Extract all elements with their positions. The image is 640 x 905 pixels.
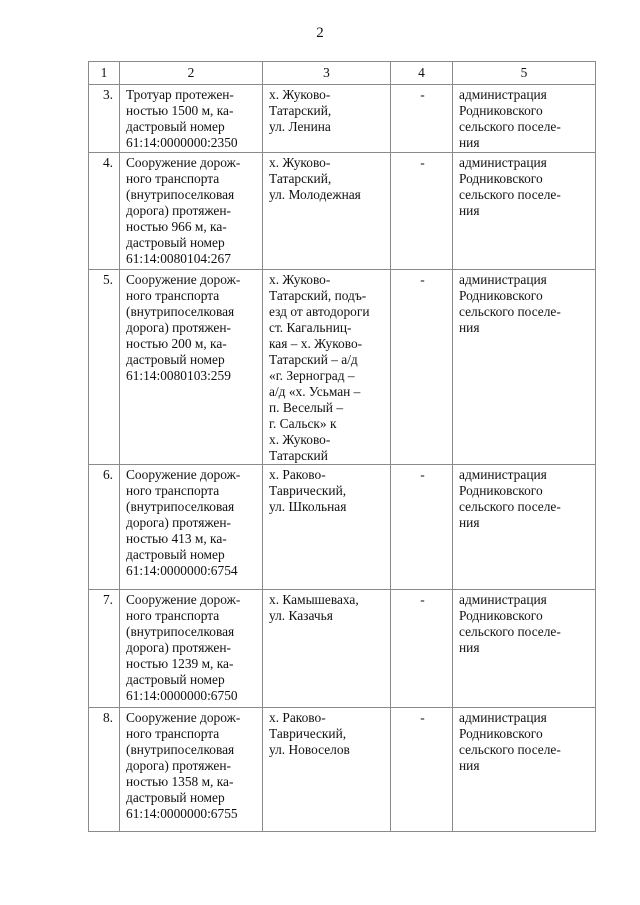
page-number: 2 bbox=[316, 25, 324, 41]
holder-cell bbox=[453, 270, 596, 465]
row-number-cell bbox=[89, 270, 120, 465]
location: х. Камышеваха, ул. Казачья bbox=[269, 592, 359, 623]
object-name-cell bbox=[120, 465, 263, 590]
holder: администрация Родниковского сельского поселе- ния bbox=[459, 155, 561, 218]
object-name-cell bbox=[120, 270, 263, 465]
col4-cell bbox=[391, 85, 453, 153]
property-table bbox=[88, 61, 596, 832]
row-number: 5. bbox=[102, 272, 113, 287]
row-number-cell bbox=[89, 465, 120, 590]
table-row bbox=[89, 153, 596, 270]
col4-value: - bbox=[420, 710, 425, 725]
header-col-3: 3 bbox=[263, 62, 391, 85]
table-row bbox=[89, 85, 596, 153]
col4-value: - bbox=[420, 87, 425, 102]
col4-cell bbox=[391, 465, 453, 590]
row-number: 6. bbox=[102, 467, 113, 482]
location: х. Жуково- Татарский, ул. Молодежная bbox=[269, 155, 361, 202]
object-name: Сооружение дорож- ного транспорта (внутрипоселковая дорога) протяжен- ностью 966 м, ка- дастровый номер 61:14:0080104:267 bbox=[126, 155, 241, 266]
row-number: 3. bbox=[102, 87, 113, 102]
header-col-5: 5 bbox=[453, 62, 596, 85]
object-name-cell bbox=[120, 85, 263, 153]
table-row bbox=[89, 708, 596, 832]
col4-value: - bbox=[420, 467, 425, 482]
location: х. Раково- Таврический, ул. Школьная bbox=[269, 467, 347, 514]
col4-cell bbox=[391, 708, 453, 832]
col4-value: - bbox=[420, 272, 425, 287]
row-number: 7. bbox=[102, 592, 113, 607]
object-name: Сооружение дорож- ного транспорта (внутрипоселковая дорога) протяжен- ностью 413 м, ка- дастровый номер 61:14:0000000:6754 bbox=[126, 467, 241, 578]
location-cell bbox=[263, 708, 391, 832]
location-cell bbox=[263, 270, 391, 465]
row-number: 8. bbox=[102, 710, 113, 725]
holder-cell bbox=[453, 153, 596, 270]
object-name: Сооружение дорож- ного транспорта (внутрипоселковая дорога) протяжен- ностью 1358 м, ка- дастровый номер 61:14:0000000:6755 bbox=[126, 710, 241, 821]
row-number-cell bbox=[89, 85, 120, 153]
object-name-cell bbox=[120, 590, 263, 708]
row-number-cell bbox=[89, 708, 120, 832]
location: х. Раково- Таврический, ул. Новоселов bbox=[269, 710, 350, 757]
object-name: Сооружение дорож- ного транспорта (внутрипоселковая дорога) протяжен- ностью 200 м, ка- дастровый номер 61:14:0080103:259 bbox=[126, 272, 241, 383]
location-cell bbox=[263, 590, 391, 708]
location: х. Жуково- Татарский, подъ- езд от автодороги ст. Кагальниц- кая – х. Жуково- Татарский – а/д «г. Зерноград – а/д «х. Усьман – п. Веселый – г. Сальск» к х. Жуково- Татарский bbox=[269, 272, 370, 463]
location-cell bbox=[263, 85, 391, 153]
table-row bbox=[89, 465, 596, 590]
row-number-cell bbox=[89, 590, 120, 708]
header-col-2: 2 bbox=[120, 62, 263, 85]
location: х. Жуково- Татарский, ул. Ленина bbox=[269, 87, 332, 134]
header-col-4: 4 bbox=[391, 62, 453, 85]
holder-cell bbox=[453, 708, 596, 832]
object-name-cell bbox=[120, 708, 263, 832]
holder: администрация Родниковского сельского поселе- ния bbox=[459, 710, 561, 773]
table-header bbox=[89, 62, 596, 85]
table-row bbox=[89, 270, 596, 465]
location-cell bbox=[263, 465, 391, 590]
col4-cell bbox=[391, 590, 453, 708]
table-body bbox=[89, 85, 596, 832]
col4-cell bbox=[391, 153, 453, 270]
table-row bbox=[89, 590, 596, 708]
location-cell bbox=[263, 153, 391, 270]
header-row bbox=[89, 62, 596, 85]
object-name-cell bbox=[120, 153, 263, 270]
row-number-cell bbox=[89, 153, 120, 270]
holder-cell bbox=[453, 85, 596, 153]
row-number: 4. bbox=[102, 155, 113, 170]
holder-cell bbox=[453, 465, 596, 590]
holder: администрация Родниковского сельского поселе- ния bbox=[459, 467, 561, 530]
holder-cell bbox=[453, 590, 596, 708]
col4-cell bbox=[391, 270, 453, 465]
holder: администрация Родниковского сельского поселе- ния bbox=[459, 272, 561, 335]
holder: администрация Родниковского сельского поселе- ния bbox=[459, 592, 561, 655]
object-name: Сооружение дорож- ного транспорта (внутрипоселковая дорога) протяжен- ностью 1239 м, ка- дастровый номер 61:14:0000000:6750 bbox=[126, 592, 241, 703]
holder: администрация Родниковского сельского поселе- ния bbox=[459, 87, 561, 150]
object-name: Тротуар протежен- ностью 1500 м, ка- дастровый номер 61:14:0000000:2350 bbox=[126, 87, 238, 150]
col4-value: - bbox=[420, 155, 425, 170]
header-col-1: 1 bbox=[89, 62, 120, 85]
col4-value: - bbox=[420, 592, 425, 607]
